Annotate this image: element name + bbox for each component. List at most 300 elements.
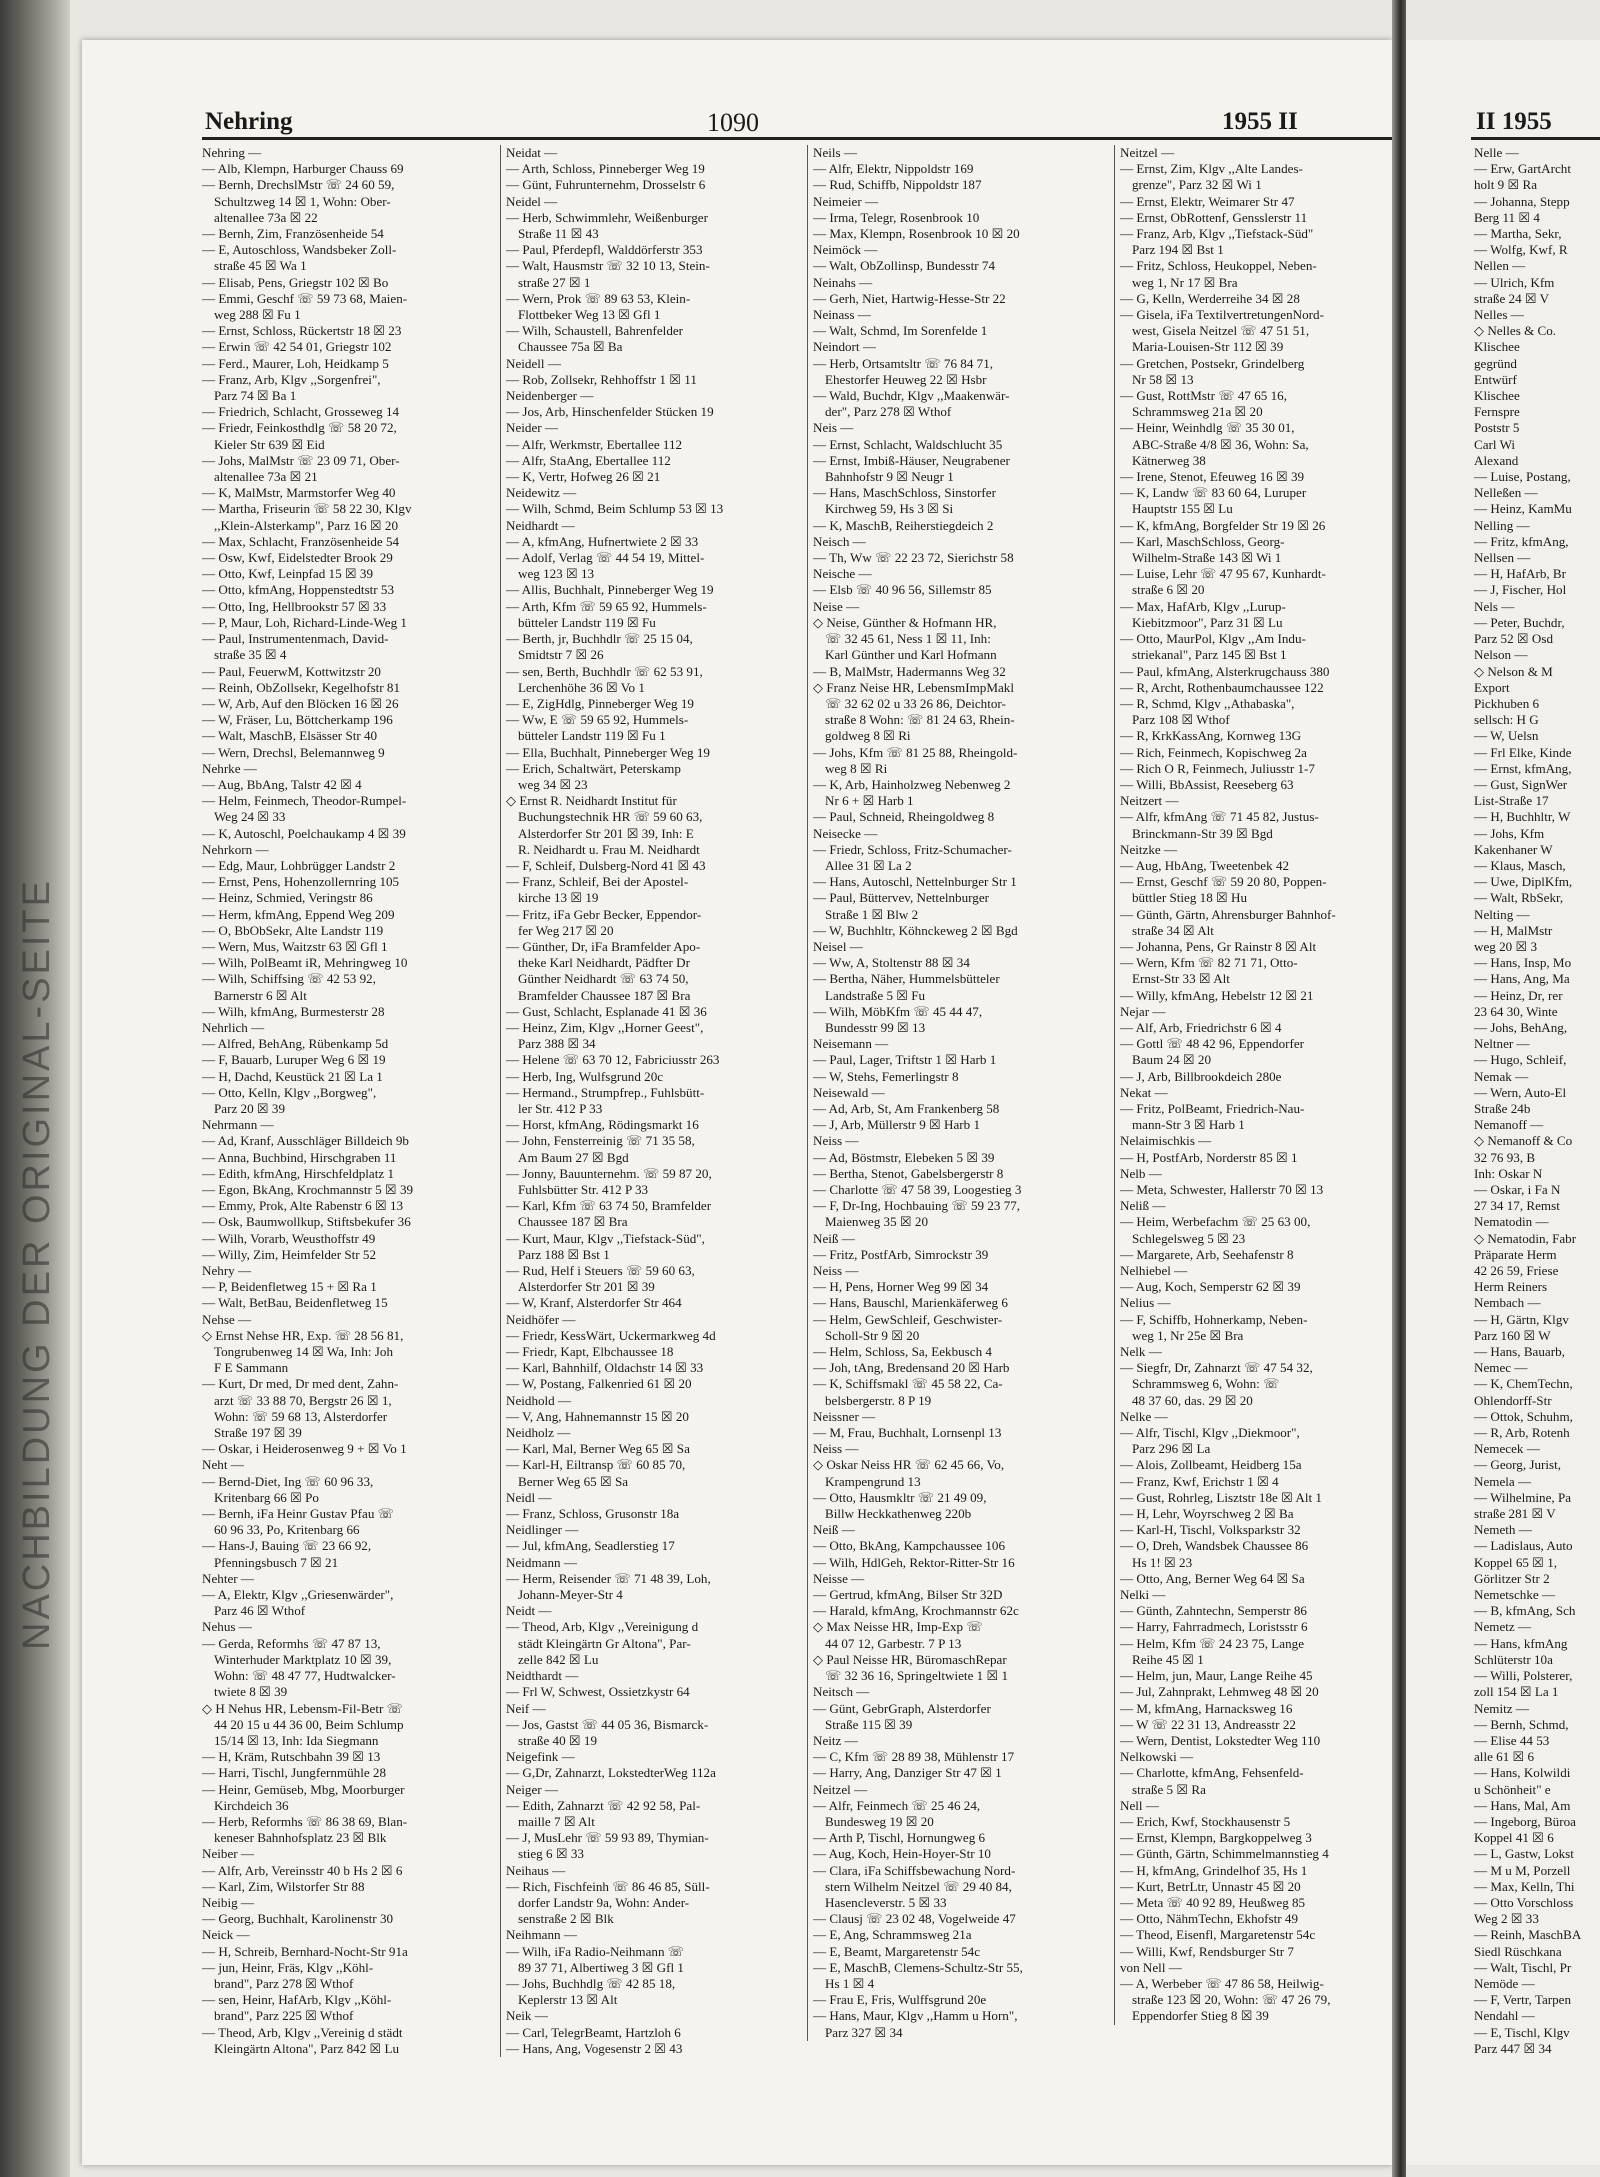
directory-entry: Neidhöfer — — [506, 1311, 576, 1327]
directory-entry: Nendahl — — [1474, 2008, 1535, 2024]
directory-entry: Neiber — — [202, 1846, 254, 1862]
directory-entry: Neigefink — — [506, 1749, 575, 1765]
directory-entry: — Harri, Tischl, Jungfernmühle 28 — [202, 1765, 387, 1781]
directory-entry: Nehus — — [202, 1619, 252, 1635]
directory-entry: Koppel 41 ☒ 6 — [1474, 1830, 1554, 1846]
directory-entry: — Paul, kfmAng, Alsterkrugchauss 380 — [1120, 663, 1330, 679]
directory-entry: — Bernh, iFa Heinr Gustav Pfau ☏ — [202, 1506, 395, 1522]
directory-entry: — Karl, Zim, Wilstorfer Str 88 — [202, 1878, 365, 1894]
directory-entry: dorfer Landstr 9a, Wohn: Ander- — [518, 1894, 690, 1910]
directory-entry: ◇ Max Neisse HR, Imp-Exp ☏ — [813, 1619, 983, 1635]
directory-entry: — Karl-H, Tischl, Volksparkstr 32 — [1120, 1522, 1301, 1538]
directory-entry: — E, Beamt, Margaretenstr 54c — [813, 1943, 981, 1959]
directory-entry: — Johs, BehAng, — [1474, 1019, 1568, 1035]
directory-entry: — Hans, kfmAng — [1474, 1635, 1568, 1651]
directory-entry: ☏ 32 45 61, Ness 1 ☒ 11, Inh: — [825, 631, 991, 647]
directory-entry: Nelaimischkis — — [1120, 1133, 1212, 1149]
directory-entry: Neidholz — — [506, 1425, 571, 1441]
directory-entry: — Clausj ☏ 23 02 48, Vogelweide 47 — [813, 1911, 1016, 1927]
directory-entry: Neidt — — [506, 1603, 552, 1619]
directory-entry: brand", Parz 278 ☒ Wthof — [214, 1975, 354, 1991]
directory-entry: — Otto, Kwf, Leinpfad 15 ☒ 39 — [202, 566, 374, 582]
page-gutter — [1392, 0, 1406, 2177]
directory-entry: — Kurt, Maur, Klgv ,,Tiefstack-Süd", — [506, 1230, 705, 1246]
directory-entry: weg 34 ☒ 23 — [518, 776, 588, 792]
directory-entry: — Friedrich, Schlacht, Grosseweg 14 — [202, 404, 400, 420]
directory-entry: stern Wilhelm Neitzel ☏ 29 40 84, — [825, 1878, 1012, 1894]
page-header — [82, 108, 1392, 148]
directory-entry: — Otto Vorschloss — [1474, 1894, 1574, 1910]
directory-entry: Neibig — — [202, 1894, 255, 1910]
directory-entry: Kätnerweg 38 — [1132, 452, 1206, 468]
directory-entry: — Ad, Kranf, Ausschläger Billdeich 9b — [202, 1133, 409, 1149]
directory-entry: Buchungstechnik HR ☏ 59 60 63, — [518, 809, 703, 825]
directory-entry: Neht — — [202, 1457, 244, 1473]
directory-entry: Neisse — — [813, 1570, 865, 1586]
directory-entry: alle 61 ☒ 6 — [1474, 1749, 1535, 1765]
directory-entry: — Aug, HbAng, Tweetenbek 42 — [1120, 857, 1290, 873]
directory-entry: Neidenberger — — [506, 388, 594, 404]
directory-entry: brand", Parz 225 ☒ Wthof — [214, 2008, 354, 2024]
directory-entry: — Margarete, Arb, Seehafenstr 8 — [1120, 1246, 1294, 1262]
directory-entry: — K, ChemTechn, — [1474, 1376, 1573, 1392]
directory-entry: — Alois, Zollbeamt, Heidberg 15a — [1120, 1457, 1302, 1473]
directory-entry: Nelleßen — — [1474, 485, 1538, 501]
directory-entry: — Aug, BbAng, Talstr 42 ☒ 4 — [202, 776, 362, 792]
directory-entry: Neltner — — [1474, 1036, 1530, 1052]
directory-entry: straße 34 ☒ Alt — [1132, 922, 1214, 938]
directory-entry: — Paul, Pferdepfl, Walddörferstr 353 — [506, 242, 703, 258]
directory-entry: Hasencleverstr. 5 ☒ 33 — [825, 1894, 947, 1910]
directory-entry: — Luise, Lehr ☏ 47 95 67, Kunhardt- — [1120, 566, 1326, 582]
directory-entry: — K, Arb, Hainholzweg Nebenweg 2 — [813, 776, 1011, 792]
directory-entry: — Gerh, Niet, Hartwig-Hesse-Str 22 — [813, 290, 1006, 306]
directory-entry: — Willi, Polsterer, — [1474, 1668, 1573, 1684]
directory-entry: — Herm, kfmAng, Eppend Weg 209 — [202, 906, 395, 922]
directory-entry: — Ernst, ObRottenf, Gensslerstr 11 — [1120, 209, 1308, 225]
directory-entry: Alexand — [1474, 452, 1519, 468]
directory-entry: weg 1, Nr 17 ☒ Bra — [1132, 274, 1238, 290]
directory-entry: Neinahs — — [813, 274, 873, 290]
directory-entry: — Paul, FeuerwM, Kottwitzstr 20 — [202, 663, 381, 679]
directory-entry: — Johs, Kfm ☏ 81 25 88, Rheingold- — [813, 744, 1018, 760]
directory-entry: — Elisab, Pens, Griegstr 102 ☒ Bo — [202, 274, 389, 290]
directory-entry: — Aug, Koch, Hein-Hoyer-Str 10 — [813, 1846, 991, 1862]
directory-entry: — Wern, Kfm ☏ 82 71 71, Otto- — [1120, 955, 1298, 971]
directory-entry: — H, Dachd, Keustück 21 ☒ La 1 — [202, 1068, 383, 1084]
directory-entry: Parz 74 ☒ Ba 1 — [214, 388, 297, 404]
directory-entry: — Gisela, iFa TextilvertretungenNord- — [1120, 307, 1324, 323]
directory-entry: straße 281 ☒ V — [1474, 1506, 1556, 1522]
directory-entry: — Erw, GartArcht — [1474, 161, 1571, 177]
directory-entry: Entwürf — [1474, 371, 1517, 387]
directory-entry: — Aug, Koch, Semperstr 62 ☒ 39 — [1120, 1279, 1301, 1295]
directory-entry: — Wilhelmine, Pa — [1474, 1489, 1572, 1505]
directory-entry: — Ferd., Maurer, Loh, Heidkamp 5 — [202, 355, 389, 371]
directory-entry: — Alfr, Elektr, Nippoldstr 169 — [813, 161, 974, 177]
directory-entry: — Alfr, StaAng, Ebertallee 112 — [506, 452, 671, 468]
directory-entry: Reihe 45 ☒ 1 — [1132, 1651, 1204, 1667]
directory-entry: — Wern, Dentist, Lokstedter Weg 110 — [1120, 1732, 1321, 1748]
directory-entry: — Reinh, MaschBA — [1474, 1927, 1582, 1943]
directory-entry: — P, Maur, Loh, Richard-Linde-Weg 1 — [202, 614, 407, 630]
directory-entry: Neiger — — [506, 1781, 558, 1797]
directory-entry: 60 96 33, Po, Kritenbarg 66 — [214, 1522, 360, 1538]
directory-entry: — Hans, Bauarb, — [1474, 1344, 1565, 1360]
directory-entry: Neidewitz — — [506, 485, 577, 501]
directory-entry: — Wolfg, Kwf, R — [1474, 242, 1568, 258]
directory-entry: — Paul, Instrumentenmach, David- — [202, 631, 389, 647]
directory-entry: — P, Beidenfletweg 15 + ☒ Ra 1 — [202, 1279, 377, 1295]
directory-entry: Export — [1474, 679, 1510, 695]
directory-entry: straße 40 ☒ 19 — [518, 1732, 598, 1748]
directory-entry: — L, Gastw, Lokst — [1474, 1846, 1574, 1862]
directory-entry: striekanal", Parz 145 ☒ Bst 1 — [1132, 647, 1287, 663]
directory-entry: Bahnhofstr 9 ☒ Neugr 1 — [825, 469, 954, 485]
directory-entry: Nemec — — [1474, 1360, 1528, 1376]
directory-entry: — M u M, Porzell — [1474, 1862, 1571, 1878]
directory-entry: — H, Schreib, Bernhard-Nocht-Str 91a — [202, 1943, 408, 1959]
directory-entry: Neils — — [813, 145, 858, 160]
directory-entry: — Max, Klempn, Rosenbrook 10 ☒ 20 — [813, 226, 1020, 242]
directory-entry: — J, Arb, Müllerstr 9 ☒ Harb 1 — [813, 1117, 981, 1133]
directory-entry: R. Neidhardt u. Frau M. Neidhardt — [518, 841, 700, 857]
directory-entry: — W, Stehs, Femerlingstr 8 — [813, 1068, 959, 1084]
directory-entry: Pfenningsbusch 7 ☒ 21 — [214, 1554, 339, 1570]
directory-entry: — Jul, kfmAng, Seadlerstieg 17 — [506, 1538, 675, 1554]
directory-entry: — Jos, Arb, Hinschenfelder Stücken 19 — [506, 404, 714, 420]
directory-entry: — Hugo, Schleif, — [1474, 1052, 1567, 1068]
directory-entry: Neimöck — — [813, 242, 878, 258]
directory-entry: Neisecke — — [813, 825, 878, 841]
directory-entry: — Irma, Telegr, Rosenbrook 10 — [813, 209, 980, 225]
directory-entry: — K, Schiffsmakl ☏ 45 58 22, Ca- — [813, 1376, 1003, 1392]
directory-entry: — F, Schleif, Dulsberg-Nord 41 ☒ 43 — [506, 857, 706, 873]
directory-entry: Inh: Oskar N — [1474, 1165, 1543, 1181]
directory-entry: Nelle — — [1474, 145, 1519, 160]
directory-entry: F E Sammann — [214, 1360, 289, 1376]
directory-entry: Neisel — — [813, 938, 863, 954]
directory-entry: Carl Wi — [1474, 436, 1516, 452]
directory-entry: Kieler Str 639 ☒ Eid — [214, 436, 325, 452]
directory-entry: — Ernst, Schloss, Rückertstr 18 ☒ 23 — [202, 323, 402, 339]
directory-entry: — Helm, GewSchleif, Geschwister- — [813, 1311, 1003, 1327]
directory-entry: arzt ☏ 33 88 70, Bergstr 26 ☒ 1, — [214, 1392, 392, 1408]
directory-entry: Allee 31 ☒ La 2 — [825, 857, 912, 873]
directory-entry: Nemak — — [1474, 1068, 1529, 1084]
directory-entry: — Ernst, Elektr, Weimarer Str 47 — [1120, 193, 1295, 209]
directory-entry: — Jonny, Bauunternehm. ☏ 59 87 20, — [506, 1165, 712, 1181]
directory-entry: Chaussee 187 ☒ Bra — [518, 1214, 628, 1230]
directory-entry: Barnerstr 6 ☒ Alt — [214, 987, 307, 1003]
directory-entry: — Wilh, Schmd, Beim Schlump 53 ☒ 13 — [506, 501, 724, 517]
directory-entry: — Bertha, Stenot, Gabelsbergerstr 8 — [813, 1165, 1004, 1181]
directory-entry: — Harry, Fahrradmech, Loristsstr 6 — [1120, 1619, 1308, 1635]
directory-entry: — Arth, Schloss, Pinneberger Weg 19 — [506, 161, 705, 177]
directory-entry: Neidl — — [506, 1489, 552, 1505]
directory-entry: Nelting — — [1474, 906, 1530, 922]
directory-entry: — F, Vertr, Tarpen — [1474, 1992, 1572, 2008]
directory-entry: — Gerda, Reformhs ☏ 47 87 13, — [202, 1635, 381, 1651]
directory-entry: — Bernh, DrechslMstr ☏ 24 60 59, — [202, 177, 395, 193]
directory-entry: — Klaus, Masch, — [1474, 857, 1566, 873]
directory-entry: Neis — — [813, 420, 854, 436]
directory-entry: 15/14 ☒ 13, Inh: Ida Siegmann — [214, 1732, 379, 1748]
directory-entry: — Max, Schlacht, Französenheide 54 — [202, 533, 400, 549]
directory-entry: — Jul, Zahnprakt, Lehmweg 48 ☒ 20 — [1120, 1684, 1319, 1700]
directory-entry: Nellsen — — [1474, 550, 1531, 566]
directory-entry: — Willy, kfmAng, Hebelstr 12 ☒ 21 — [1120, 987, 1314, 1003]
directory-entry: — K, MaschB, Reiherstiegdeich 2 — [813, 517, 994, 533]
directory-entry: Ernst-Str 33 ☒ Alt — [1132, 971, 1230, 987]
directory-entry: bütteler Landstr 119 ☒ Fu 1 — [518, 728, 666, 744]
directory-entry: altenallee 73a ☒ 21 — [214, 469, 318, 485]
directory-entry: Neimeier — — [813, 193, 879, 209]
directory-entry: — Harald, kfmAng, Krochmannstr 62c — [813, 1603, 1019, 1619]
directory-entry: Klischee — [1474, 339, 1520, 355]
directory-entry: — Erich, Kwf, Stockhausenstr 5 — [1120, 1813, 1291, 1829]
directory-entry: — Wilh, kfmAng, Burmesterstr 28 — [202, 1003, 385, 1019]
directory-entry: Parz 160 ☒ W — [1474, 1327, 1551, 1343]
directory-entry: Nr 6 + ☒ Harb 1 — [825, 793, 914, 809]
directory-entry: — Wilh, Schaustell, Bahrenfelder — [506, 323, 684, 339]
directory-entry: Lerchenhöhe 36 ☒ Vo 1 — [518, 679, 645, 695]
directory-entry: — Bernh, Schmd, — [1474, 1716, 1569, 1732]
directory-entry: straße 8 Wohn: ☏ 81 24 63, Rhein- — [825, 712, 1015, 728]
directory-entry: — Kurt, BetrLtr, Unnastr 45 ☒ 20 — [1120, 1878, 1301, 1894]
directory-entry: — Bernd-Diet, Ing ☏ 60 96 33, — [202, 1473, 374, 1489]
directory-entry: büttler Stieg 18 ☒ Hu — [1132, 890, 1248, 906]
directory-entry: — Horst, kfmAng, Rödingsmarkt 16 — [506, 1117, 699, 1133]
directory-entry: — Adolf, Verlag ☏ 44 54 19, Mittel- — [506, 550, 705, 566]
directory-entry: — Herb, Ortsamtsltr ☏ 76 84 71, — [813, 355, 994, 371]
directory-entry: — Hans, Autoschl, Nettelnburger Str 1 — [813, 874, 1017, 890]
directory-entry: — Ernst, Imbiß-Häuser, Neugrabener — [813, 452, 1010, 468]
directory-entry: Neitsch — — [813, 1684, 870, 1700]
directory-entry: — K, Vertr, Hofweg 26 ☒ 21 — [506, 469, 661, 485]
directory-entry: senstraße 2 ☒ Blk — [518, 1911, 614, 1927]
directory-entry: — Wern, Drechsl, Belemannweg 9 — [202, 744, 385, 760]
column-2 — [500, 145, 796, 2057]
directory-entry: — C, Kfm ☏ 28 89 38, Mühlenstr 17 — [813, 1749, 1015, 1765]
directory-entry: stieg 6 ☒ 33 — [518, 1846, 584, 1862]
directory-entry: — Max, HafArb, Klgv ,,Lurup- — [1120, 598, 1286, 614]
directory-entry: Nehrmann — — [202, 1117, 274, 1133]
directory-entry: — Johs, Kfm — [1474, 825, 1545, 841]
directory-page — [82, 40, 1392, 2165]
directory-entry: — Karl-H, Eiltransp ☏ 60 85 70, — [506, 1457, 686, 1473]
directory-entry: Fernspre — [1474, 404, 1520, 420]
directory-entry: — Helm, jun, Maur, Lange Reihe 45 — [1120, 1668, 1313, 1684]
directory-entry: — Wilh, Vorarb, Weusthoffstr 49 — [202, 1230, 376, 1246]
directory-entry: — Ernst, kfmAng, — [1474, 760, 1572, 776]
directory-entry: — Heinz, Dr, rer — [1474, 987, 1563, 1003]
directory-entry: — Ladislaus, Auto — [1474, 1538, 1573, 1554]
directory-entry: — E, Ang, Schrammsweg 21a — [813, 1927, 972, 1943]
directory-entry: Nemitz — — [1474, 1700, 1529, 1716]
directory-entry: Bundesstr 99 ☒ 13 — [825, 1019, 926, 1035]
directory-entry: Nelke — — [1120, 1408, 1168, 1424]
directory-entry: Wohn: ☏ 59 68 13, Alsterdorfer — [214, 1408, 388, 1424]
directory-entry: — Theod, Arb, Klgv ,,Vereinig d städt — [202, 2024, 403, 2040]
directory-entry: Fuhlsbütter Str. 412 P 33 — [518, 1182, 649, 1197]
directory-entry: ☏ 32 36 16, Springeltwiete 1 ☒ 1 — [825, 1668, 1009, 1684]
facing-page-column — [1474, 145, 1600, 2057]
directory-entry: ◇ Nemanoff & Co — [1474, 1133, 1573, 1149]
directory-entry: — Friedr, Kapt, Elbchaussee 18 — [506, 1344, 674, 1360]
directory-entry: — Irene, Stenot, Efeuweg 16 ☒ 39 — [1120, 469, 1305, 485]
directory-entry: Neische — — [813, 566, 872, 582]
directory-entry: — Günth, Gärtn, Ahrensburger Bahnhof- — [1120, 906, 1336, 922]
directory-entry: ◇ Franz Neise HR, LebensmImpMakl — [813, 679, 1014, 695]
directory-entry: Nehrke — — [202, 760, 257, 776]
directory-entry: Nels — — [1474, 598, 1515, 614]
directory-entry: von Nell — — [1120, 1959, 1182, 1975]
directory-entry: — Franz, Schleif, Bei der Apostel- — [506, 874, 689, 890]
directory-entry: Nemetz — — [1474, 1619, 1532, 1635]
directory-entry: Günther Neidhardt ☏ 63 74 50, — [518, 971, 689, 987]
directory-entry: — Kurt, Dr med, Dr med dent, Zahn- — [202, 1376, 399, 1392]
directory-entry: weg 20 ☒ 3 — [1474, 938, 1538, 954]
facing-page — [1406, 40, 1600, 2165]
directory-entry: — Oskar, i Heiderosenweg 9 + ☒ Vo 1 — [202, 1441, 407, 1457]
directory-entry: — Walt, BetBau, Beidenfletweg 15 — [202, 1295, 388, 1311]
directory-entry: — R, KrkKassAng, Kornweg 13G — [1120, 728, 1302, 744]
directory-entry: Scholl-Str 9 ☒ 20 — [825, 1327, 920, 1343]
directory-entry: — Otto, BkAng, Kampchaussee 106 — [813, 1538, 1006, 1554]
directory-entry: — K, MalMstr, Marmstorfer Weg 40 — [202, 485, 396, 501]
directory-entry: — Joh, tAng, Bredensand 20 ☒ Harb — [813, 1360, 1010, 1376]
directory-entry: — Jos, Gastst ☏ 44 05 36, Bismarck- — [506, 1716, 709, 1732]
directory-entry: Neissner — — [813, 1408, 876, 1424]
directory-entry: — A, Werbeber ☏ 47 86 58, Heilwig- — [1120, 1975, 1324, 1991]
binding-text: NACHBILDUNG DER ORIGINAL-SEITE — [16, 878, 58, 1650]
directory-entry: 27 34 17, Remst — [1474, 1198, 1560, 1214]
directory-entry: — Rich, Fischfeinh ☏ 86 46 85, Süll- — [506, 1878, 710, 1894]
directory-entry: — Herb, Schwimmlehr, Weißenburger — [506, 209, 708, 225]
directory-entry: Maria-Louisen-Str 112 ☒ 39 — [1132, 339, 1284, 355]
directory-entry: — Rud, Helf i Steuers ☏ 59 60 63, — [506, 1263, 695, 1279]
directory-entry: — Rich O R, Feinmech, Juliusstr 1-7 — [1120, 760, 1315, 776]
directory-entry: Neidat — — [506, 145, 558, 160]
directory-entry: Nelkowski — — [1120, 1749, 1194, 1765]
directory-entry: — K, kfmAng, Borgfelder Str 19 ☒ 26 — [1120, 517, 1326, 533]
directory-entry: ABC-Straße 4/8 ☒ 36, Wohn: Sa, — [1132, 436, 1309, 452]
directory-entry: Nelk — — [1120, 1344, 1162, 1360]
directory-entry: — Uwe, DiplKfm, — [1474, 874, 1573, 890]
directory-entry: Nemetschke — — [1474, 1587, 1556, 1603]
directory-entry: — Otto, NähmTechn, Ekhofstr 49 — [1120, 1911, 1298, 1927]
directory-entry: ◇ Oskar Neiss HR ☏ 62 45 66, Vo, — [813, 1457, 1005, 1473]
directory-entry: — Ernst, Schlacht, Waldschlucht 35 — [813, 436, 1003, 452]
directory-entry: maille 7 ☒ Alt — [518, 1813, 595, 1829]
directory-entry: Nelling — — [1474, 517, 1530, 533]
directory-entry: — Alfr, Tischl, Klgv ,,Diekmoor", — [1120, 1425, 1300, 1441]
directory-entry: — Hans, Kolwildi — [1474, 1765, 1571, 1781]
directory-entry: — H, Kräm, Rutschbahn 39 ☒ 13 — [202, 1749, 381, 1765]
directory-entry: — Heinz, KamMu — [1474, 501, 1572, 517]
directory-entry: — W, Buchhltr, Köhnckeweg 2 ☒ Bgd — [813, 922, 1018, 938]
directory-entry: Neider — — [506, 420, 558, 436]
directory-entry: — Otto, Ang, Berner Weg 64 ☒ Sa — [1120, 1570, 1305, 1586]
directory-entry: — Gertrud, kfmAng, Bilser Str 32D — [813, 1587, 1003, 1603]
directory-entry: ◇ Nematodin, Fabr — [1474, 1230, 1577, 1246]
directory-entry: ◇ Nelles & Co. — [1474, 323, 1557, 339]
directory-entry: — H, MalMstr — [1474, 922, 1553, 938]
directory-entry: — Bernh, Zim, Französenheide 54 — [202, 226, 384, 242]
directory-entry: Kirchdeich 36 — [214, 1797, 289, 1813]
directory-entry: — Meta, Schwester, Hallerstr 70 ☒ 13 — [1120, 1182, 1324, 1197]
facing-page-header: II 1955 — [1476, 108, 1552, 135]
directory-entry: — G,Dr, Zahnarzt, LokstedterWeg 112a — [506, 1765, 716, 1781]
directory-entry: — W, Kranf, Alsterdorfer Str 464 — [506, 1295, 682, 1311]
directory-entry: Neidhold — — [506, 1392, 572, 1408]
directory-entry: — Johs, Buchhdlg ☏ 42 85 18, — [506, 1975, 676, 1991]
directory-entry: — Hans, Maur, Klgv ,,Hamm u Horn", — [813, 2008, 1018, 2024]
column-3 — [807, 145, 1103, 2041]
directory-entry: Schlegelsweg 5 ☒ 23 — [1132, 1230, 1246, 1246]
directory-entry: — Alb, Klempn, Harburger Chauss 69 — [202, 161, 404, 177]
directory-entry: Straße 24b — [1474, 1100, 1531, 1116]
directory-entry: fer Weg 217 ☒ 20 — [518, 922, 614, 938]
directory-entry: weg 8 ☒ Ri — [825, 760, 888, 776]
directory-entry: Eppendorfer Stieg 8 ☒ 39 — [1132, 2008, 1269, 2024]
directory-entry: Parz 327 ☒ 34 — [825, 2024, 903, 2040]
directory-entry: — Otto, Kelln, Klgv ,,Borgweg", — [202, 1084, 377, 1100]
directory-entry: — A, kfmAng, Hufnertwiete 2 ☒ 33 — [506, 533, 699, 549]
directory-entry: — Berth, jr, Buchhdlr ☏ 25 15 04, — [506, 631, 693, 647]
directory-entry: — Alfr, Feinmech ☏ 25 46 24, — [813, 1797, 981, 1813]
directory-entry: — Georg, Buchhalt, Karolinenstr 30 — [202, 1911, 394, 1927]
directory-entry: Neindort — — [813, 339, 876, 355]
directory-entry: Parz 108 ☒ Wthof — [1132, 712, 1230, 728]
directory-entry: — Gust, Schlacht, Esplanade 41 ☒ 36 — [506, 1003, 707, 1019]
header-rule — [202, 137, 1412, 140]
directory-entry: — Gust, SignWer — [1474, 776, 1568, 792]
directory-entry: theke Karl Neidhardt, Pädfter Dr — [518, 955, 690, 971]
directory-entry: Nr 58 ☒ 13 — [1132, 371, 1194, 387]
directory-entry: — Johs, MalMstr ☏ 23 09 71, Ober- — [202, 452, 400, 468]
directory-entry: Straße 197 ☒ 39 — [214, 1425, 302, 1441]
directory-entry: Kritenbarg 66 ☒ Po — [214, 1489, 319, 1505]
directory-entry: — O, Dreh, Wandsbek Chaussee 86 — [1120, 1538, 1309, 1554]
directory-entry: Berner Weg 65 ☒ Sa — [518, 1473, 629, 1489]
directory-entry: Ehestorfer Heuweg 22 ☒ Hsbr — [825, 371, 987, 387]
directory-entry: Neitz — — [813, 1732, 858, 1748]
directory-entry: Nekat — — [1120, 1084, 1168, 1100]
directory-entry: Neise — — [813, 598, 860, 614]
directory-entry: Nembach — — [1474, 1295, 1541, 1311]
directory-entry: ◇ Neise, Günther & Hofmann HR, — [813, 614, 997, 630]
directory-entry: — K, Landw ☏ 83 60 64, Luruper — [1120, 485, 1307, 501]
directory-entry: — F, Bauarb, Luruper Weg 6 ☒ 19 — [202, 1052, 386, 1068]
directory-entry: — Günth, Gärtn, Schimmelmannstieg 4 — [1120, 1846, 1329, 1862]
directory-entry: — Anna, Buchbind, Hirschgraben 11 — [202, 1149, 397, 1165]
book-binding — [0, 0, 70, 2177]
directory-entry: — Franz, Arb, Klgv ,,Sorgenfrei", — [202, 371, 381, 387]
header-left: Nehring — [205, 108, 293, 135]
directory-entry: Pickhuben 6 — [1474, 695, 1540, 711]
directory-entry: Nehring — — [202, 145, 262, 160]
directory-entry: — Frl Elke, Kinde — [1474, 744, 1572, 760]
column-1 — [202, 145, 492, 2057]
directory-entry: Nehry — — [202, 1263, 252, 1279]
directory-entry: — Peter, Buchdr, — [1474, 614, 1565, 630]
directory-entry: Brinckmann-Str 39 ☒ Bgd — [1132, 825, 1273, 841]
directory-entry: weg 288 ☒ Fu 1 — [214, 307, 301, 323]
directory-entry: — Ulrich, Kfm — [1474, 274, 1555, 290]
directory-entry: Poststr 5 — [1474, 420, 1520, 436]
